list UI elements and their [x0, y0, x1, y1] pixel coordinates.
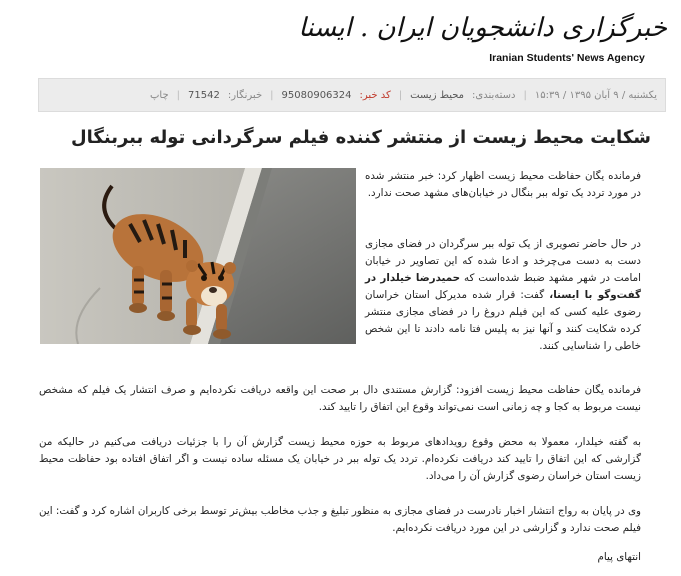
news-code-value: 95080906324 — [281, 89, 352, 101]
paragraph-text: در حال حاضر تصویری از یک توله ببر سرگردان در فضای مجازی دست به دست می‌چرخد و ادعا شده که این تصاویر در خیابان امامت در شهر مشهد ضبط شده‌است که — [365, 238, 641, 284]
meta-separator: | — [270, 89, 274, 101]
isna-logo[interactable] — [298, 8, 667, 64]
paragraph-text: گفت: قرار شده مدیرکل استان خراسان رضوی علیه کسی که این فیلم دروغ را در فضای مجازی منتشر کرده شکایت کنند و آنها نیز به پلیس فتا نامه دادند تا این شخص خاطی را شناسایی کنند. — [365, 289, 641, 352]
article-paragraph: فرمانده یگان حفاظت محیط زیست اظهار کرد: خبر منتشر شده در مورد تردد یک توله ببر بنگال در خیابان‌های مشهد صحت ندارد. — [365, 170, 641, 199]
logo-english-text: Iranian Students' News Agency — [489, 52, 645, 64]
article-paragraph: به گفته خیلدار، معمولا به محض وقوع رویدادهای مربوط به حوزه محیط زیست گزارش آن را با جزئیات دریافت می‌کنیم در حالیکه من گزارشی که این اتفاق را تایید کند دریافت نکرده‌ام. تردد یک توله ببر در خیابان یک مسئله ساده نیست و اگر اتفاق افتاده بود حفاظت محیط زیست استان خراسان رضوی گزارش آن را می‌داد. — [39, 436, 641, 482]
article-paragraph: وی در پایان به رواج انتشار اخبار نادرست در فضای مجازی به منظور تبلیغ و جذب مخاطب بیش‌تر توسط برخی کاربران اشاره کرد و گفت: این فیلم صحت ندارد و گزارشی در این مورد دریافت نکرده‌ایم. — [39, 505, 641, 534]
meta-separator: | — [523, 89, 527, 101]
meta-separator: | — [176, 89, 181, 101]
tiger-cub-photo — [40, 168, 356, 344]
news-code-label: کد خبر: — [359, 89, 391, 101]
article-headline: شکایت محیط زیست از منتشر کننده فیلم سرگردانی توله ببربنگال — [71, 127, 651, 148]
logo-persian-text: خبرگزاری دانشجویان ایران . ایسنا — [298, 13, 667, 43]
reporter-value: 71542 — [188, 89, 220, 101]
article-meta-bar — [38, 78, 666, 112]
category-label: دسته‌بندی: — [472, 89, 516, 101]
print-link[interactable]: چاپ — [150, 89, 169, 101]
reporter-label: خبرنگار: — [227, 89, 263, 101]
tiger-cub-image — [40, 168, 356, 344]
category-value[interactable]: محیط زیست — [410, 89, 465, 101]
source-attribution: حمیدرضا خیلدار در گفت‌وگو با ایسنا، — [365, 272, 641, 301]
article-paragraph — [365, 236, 641, 355]
meta-separator: | — [398, 89, 403, 101]
publish-date: یکشنبه / ۹ آبان ۱۳۹۵ / ۱۵:۳۹ — [534, 89, 657, 101]
end-of-message: انتهای پیام — [597, 551, 641, 563]
article-paragraph: فرمانده یگان حفاظت محیط زیست افزود: گزارش مستندی دال بر صحت این واقعه دریافت نکرده‌ایم و صرف انتشار یک فیلم که مشخص نیست مربوط به کجا و چه زمانی است نمی‌تواند وقوع این اتفاق را تایید کند. — [39, 384, 641, 413]
